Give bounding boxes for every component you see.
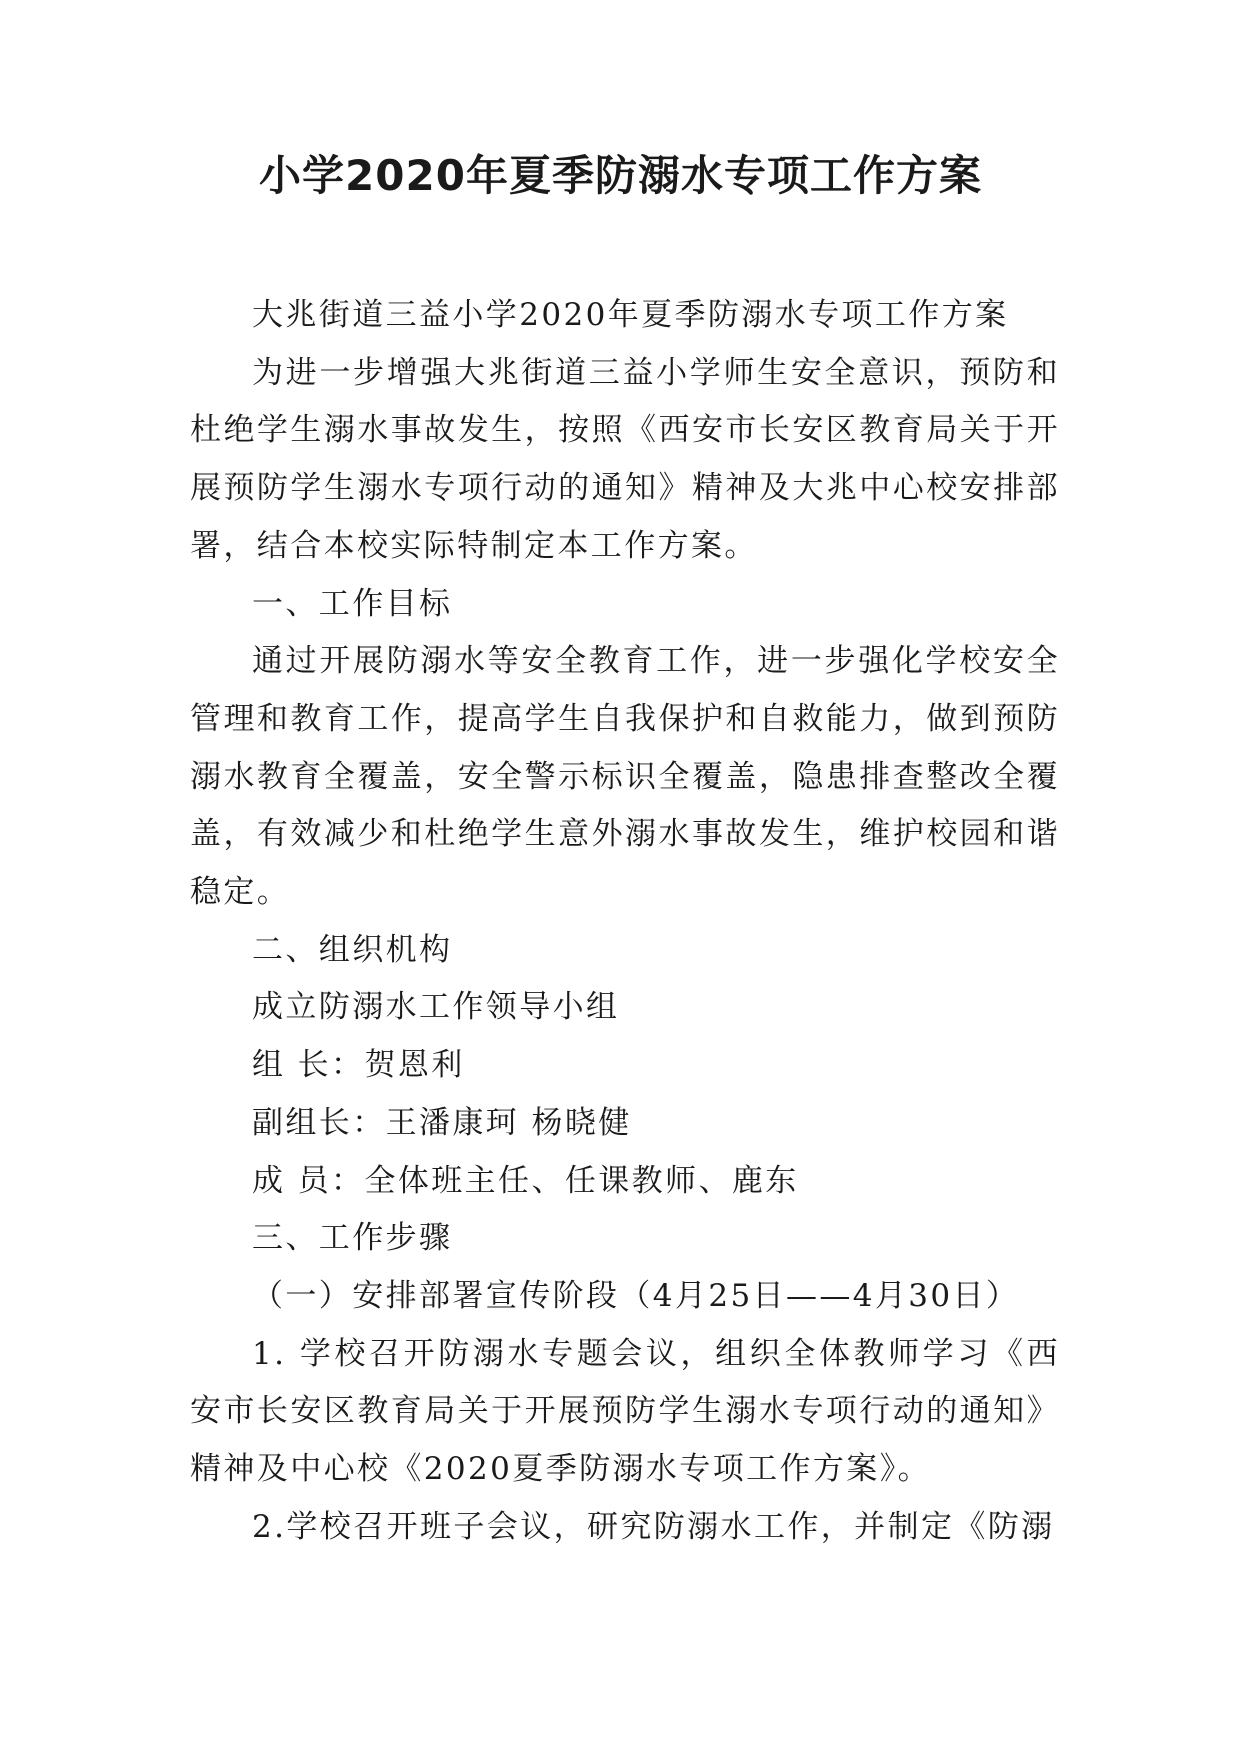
document-body xyxy=(190,287,1060,1556)
paragraph-group-leader: 组 长：贺恩利 xyxy=(252,1047,465,1084)
section-heading-steps: 三、工作步骤 xyxy=(252,1220,453,1257)
paragraph-goals: 通过开展防溺水等安全教育工作，进一步强化学校安全管理和教育工作，提高学生自我保护和自救能力，做到预防溺水教育全覆盖，安全警示标识全覆盖，隐患排查整改全覆盖，有效减少和杜绝学生意外溺水事故发生，维护校园和谐稳定。 xyxy=(190,643,1060,911)
document-title: 小学2020年夏季防溺水专项工作方案 xyxy=(259,151,982,200)
section-heading-goals: 一、工作目标 xyxy=(252,585,453,622)
paragraph-subtitle: 大兆街道三益小学2020年夏季防溺水专项工作方案 xyxy=(252,297,1009,333)
section-heading-organization: 二、组织机构 xyxy=(252,931,453,968)
paragraph-step-2: 2.学校召开班子会议，研究防溺水工作，并制定《防溺 xyxy=(252,1508,1055,1545)
paragraph-members: 成 员：全体班主任、任课教师、鹿东 xyxy=(252,1162,799,1199)
paragraph-intro: 为进一步增强大兆街道三益小学师生安全意识，预防和杜绝学生溺水事故发生，按照《西安市长安区教育局关于开展预防学生溺水专项行动的通知》精神及大兆中心校安排部署，结合本校实际特制定本工作方案。 xyxy=(190,354,1060,564)
paragraph-deputy-leaders: 副组长：王潘康珂 杨晓健 xyxy=(252,1104,632,1141)
paragraph-group-setup: 成立防溺水工作领导小组 xyxy=(252,989,620,1026)
paragraph-step-1: 1. 学校召开防溺水专题会议，组织全体教师学习《西安市长安区教育局关于开展预防学生溺水专项行动的通知》精神及中心校《2020夏季防溺水专项工作方案》。 xyxy=(190,1335,1060,1488)
subsection-heading-phase-one: （一）安排部署宣传阶段（4月25日——4月30日） xyxy=(252,1277,1020,1314)
